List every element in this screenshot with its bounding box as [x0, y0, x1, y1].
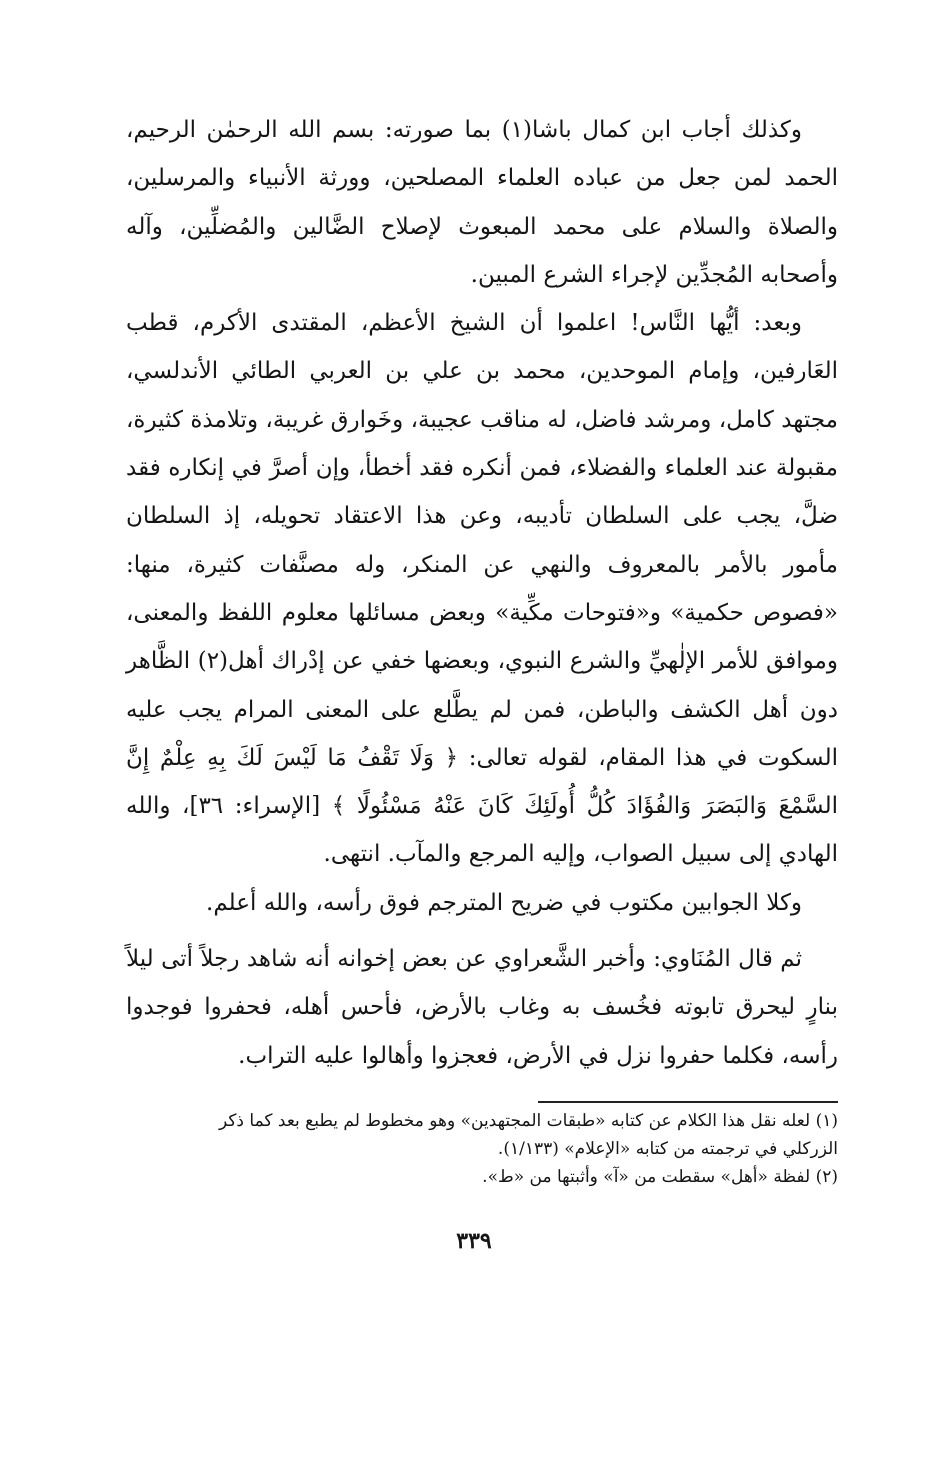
footnote-1: (١) لعله نقل هذا الكلام عن كتابه «طبقات المجتهدين» وهو مخطوط لم يطبع بعد كما ذكر — [218, 1111, 838, 1131]
footnotes-block — [126, 1107, 838, 1191]
footnote-1-continued: الزركلي في ترجمته من كتابه «الإعلام» (١/١٣٣). — [497, 1139, 838, 1159]
footnote-separator — [538, 1101, 838, 1103]
footnote-2: (٢) لفظة «أهل» سقطت من «آ» وأثبتها من «ط». — [482, 1167, 838, 1187]
paragraph-two-answers: وكلا الجوابين مكتوب في ضريح المترجم فوق رأسه، والله أعلم. — [206, 889, 802, 916]
paragraph-fatwa-body: وبعد: أيُّها النَّاس! اعلموا أن الشيخ الأعظم، المقتدى الأكرم، قطب العَارفين، وإمام الموحدين، محمد بن علي بن العربي الطائي الأندلسي، مجتهد كامل، ومرشد فاضل، له مناقب عجيبة، وخَوارق غريبة، وتلامذة كثيرة، مقبولة عند العلماء والفضلاء، فمن أنكره فقد أخطأ، وإن أصرَّ في إنكاره فقد ضلَّ، يجب على السلطان تأديبه، وعن هذا الاعتقاد تحويله، إذ السلطان مأمور بالأمر بالمعروف والنهي عن المنكر، وله مصنَّفات كثيرة، منها: «فصوص حكمية» و«فتوحات مكِّية» وبعض مسائلها معلوم اللفظ والمعنى، وموافق للأمر الإلٰهيِّ والشرع النبوي، وبعضها خفي عن إدْراك أهل(٢) الظَّاهر دون أهل الكشف والباطن، فمن لم يطَّلع على المعنى المرام يجب عليه السكوت في هذا المقام، لقوله تعالى: ﴿ وَلَا تَقْفُ مَا لَيْسَ لَكَ بِهِ عِلْمٌ إِنَّ السَّمْعَ وَالبَصَرَ وَالفُؤَادَ كُلُّ أُولَئِكَ كَانَ عَنْهُ مَسْئُولًا ﴾ [الإسراء: ٣٦]، والله الهادي إلى سبيل الصواب، وإليه المرجع والمآب. انتهى. — [126, 310, 838, 868]
page-number: ٣٣٩ — [456, 1228, 492, 1254]
paragraph-munawi-report: ثم قال المُنَاوي: وأخبر الشَّعراوي عن بعض إخوانه أنه شاهد رجلاً أتى ليلاً بنارٍ ليحرق تابوته فخُسف به وغاب بالأرض، فأحس أهله، فحفروا فوجدوا رأسه، فكلما حفروا نزل في الأرض، فعجزوا وأهالوا عليه التراب. — [126, 946, 838, 1069]
main-text-block — [126, 106, 838, 1080]
paragraph-ibn-kamal-answer: وكذلك أجاب ابن كمال باشا(١) بما صورته: بسم الله الرحمٰن الرحيم، الحمد لمن جعل من عباده العلماء المصلحين، وورثة الأنبياء والمرسلين، والصلاة والسلام على محمد المبعوث لإصلاح الضَّالين والمُضلِّين، وآله وأصحابه المُجدِّين لإجراء الشرع المبين. — [126, 117, 838, 288]
